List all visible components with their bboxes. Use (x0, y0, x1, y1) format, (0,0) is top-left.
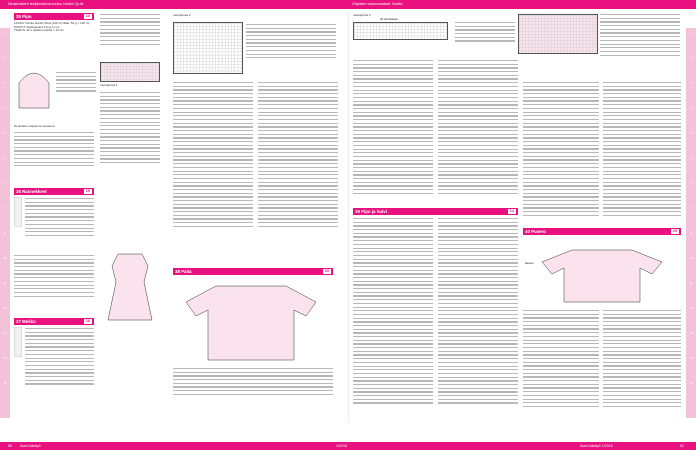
filler-text (353, 218, 433, 408)
filler-text (258, 82, 338, 262)
section-39-title: 39 Pipo ja huivi (355, 209, 387, 214)
gutter-number: 1 (4, 31, 6, 35)
section-36-tag: 15 (85, 189, 90, 193)
section-39-header (353, 208, 518, 215)
section-40-title: 40 Pusero (525, 229, 546, 234)
gutter-number: 4 (690, 106, 692, 110)
header-left-text: Neulemallien tekijänoikeus kuuluu Novita Oy:lle. (8, 2, 85, 6)
filler-text (523, 82, 599, 222)
gutter-number: 3 (690, 81, 692, 85)
filler-text (25, 328, 94, 408)
product-photo (14, 197, 22, 227)
header-right-text: Ohjeiden valokuvaukset: Novita (352, 2, 403, 6)
chart-grid-1 (100, 62, 160, 82)
gutter-number: 12 (3, 306, 7, 310)
pusero-schematic (532, 246, 672, 307)
section-35-tag: 13 (85, 14, 90, 18)
footer-left-brand: Suuri käsityö (20, 444, 41, 448)
gutter-number: 6 (4, 156, 6, 160)
section-38-tag: 33 (324, 269, 329, 273)
filler-text (438, 60, 518, 200)
filler-text (14, 255, 94, 315)
gutter-number: 7 (4, 181, 6, 185)
chart-grid-4 (518, 14, 598, 54)
chart-grid-2 (173, 22, 243, 74)
filler-text (25, 198, 94, 253)
product-photo (14, 327, 22, 357)
gutter-number: 5 (4, 131, 6, 135)
filler-text (353, 60, 433, 200)
gutter-number: 2 (690, 56, 692, 60)
puikot-text: PUIKOT: Sukkapuikot 3,5 ja 4 mm (14, 24, 60, 29)
gutter-number: 12 (689, 306, 693, 310)
section-40-header (523, 228, 681, 235)
mekko-schematic (104, 252, 156, 323)
footer-left-page: 80 (8, 444, 12, 448)
section-38-title: 38 Paita (175, 269, 192, 274)
gutter-number: 9 (4, 231, 6, 235)
filler-text (173, 82, 253, 262)
gutter-number: 14 (3, 356, 7, 360)
section-37-tag: 16 (85, 319, 90, 323)
gutter-number: 1 (690, 31, 692, 35)
right-gutter (686, 28, 696, 418)
chart-1-label: ruutupiirros 1 (100, 83, 118, 87)
section-38-header (173, 268, 333, 275)
filler-text (173, 368, 333, 408)
gutter-number: 15 (689, 381, 693, 385)
chart-5-label: kaavio (525, 261, 534, 265)
filler-text (56, 72, 96, 102)
gutter-number: 3 (4, 81, 6, 85)
gutter-number: 2 (4, 56, 6, 60)
section-40-tag: 25 (672, 229, 677, 233)
chart-4-label: 24 silmukkaa (380, 17, 398, 21)
filler-text (100, 92, 160, 192)
neulotaan-text: Neulotaan suljettuna neuleena (14, 125, 55, 128)
footer-right-page: 81 (680, 444, 684, 448)
page-footer-bar (0, 442, 696, 450)
filler-text (523, 310, 599, 410)
filler-text (600, 14, 680, 74)
paita-schematic (176, 282, 326, 363)
chart-2-label: ruutupiirros 2 (173, 13, 191, 17)
page-header-bar (0, 0, 696, 9)
section-36-title: 36 Rannekkeet (16, 189, 47, 194)
gutter-number: 8 (4, 206, 6, 210)
lanka-text: LANKA: Novita Nordic Wool (100 % villaa, 50 g = 125 m) (14, 22, 90, 25)
gutter-number: 11 (3, 281, 7, 285)
chart-3-label: ruutupiirros 3 (353, 13, 371, 17)
filler-text (438, 218, 518, 408)
gutter-number: 4 (4, 106, 6, 110)
gutter-number: 5 (690, 131, 692, 135)
section-35-title: 35 Pipo (16, 14, 32, 19)
gutter-number: 11 (689, 281, 693, 285)
section-35-text (14, 22, 94, 64)
gutter-number: 8 (690, 206, 692, 210)
footer-center: 1/2016 (336, 444, 347, 448)
gutter-number: 6 (690, 156, 692, 160)
pipo-schematic (14, 68, 54, 114)
footer-right-brand: Suuri käsityö 1/2016 (580, 444, 613, 448)
gutter-number: 10 (3, 256, 7, 260)
gutter-number: 7 (690, 181, 692, 185)
section-36-header (14, 188, 94, 195)
gutter-number: 13 (3, 331, 7, 335)
section-37-title: 37 Mekko (16, 319, 36, 324)
gutter-number: 13 (689, 331, 693, 335)
filler-text (603, 82, 681, 222)
chart-grid-3 (353, 22, 448, 40)
filler-text (455, 22, 515, 52)
gutter-number: 9 (690, 231, 692, 235)
filler-text (246, 24, 336, 74)
tiheys-text: TIHEYS: 22 s sileää neuletta = 10 cm (14, 28, 64, 33)
filler-text (100, 14, 160, 59)
section-37-header (14, 318, 94, 325)
gutter-number: 10 (689, 256, 693, 260)
gutter-number: 15 (3, 381, 7, 385)
left-gutter (0, 28, 10, 418)
filler-text (603, 310, 681, 410)
section-35-header (14, 13, 94, 20)
gutter-number: 14 (689, 356, 693, 360)
section-39-tag: 14 (509, 209, 514, 213)
page-spread-fold (348, 12, 349, 422)
filler-text (14, 132, 94, 182)
